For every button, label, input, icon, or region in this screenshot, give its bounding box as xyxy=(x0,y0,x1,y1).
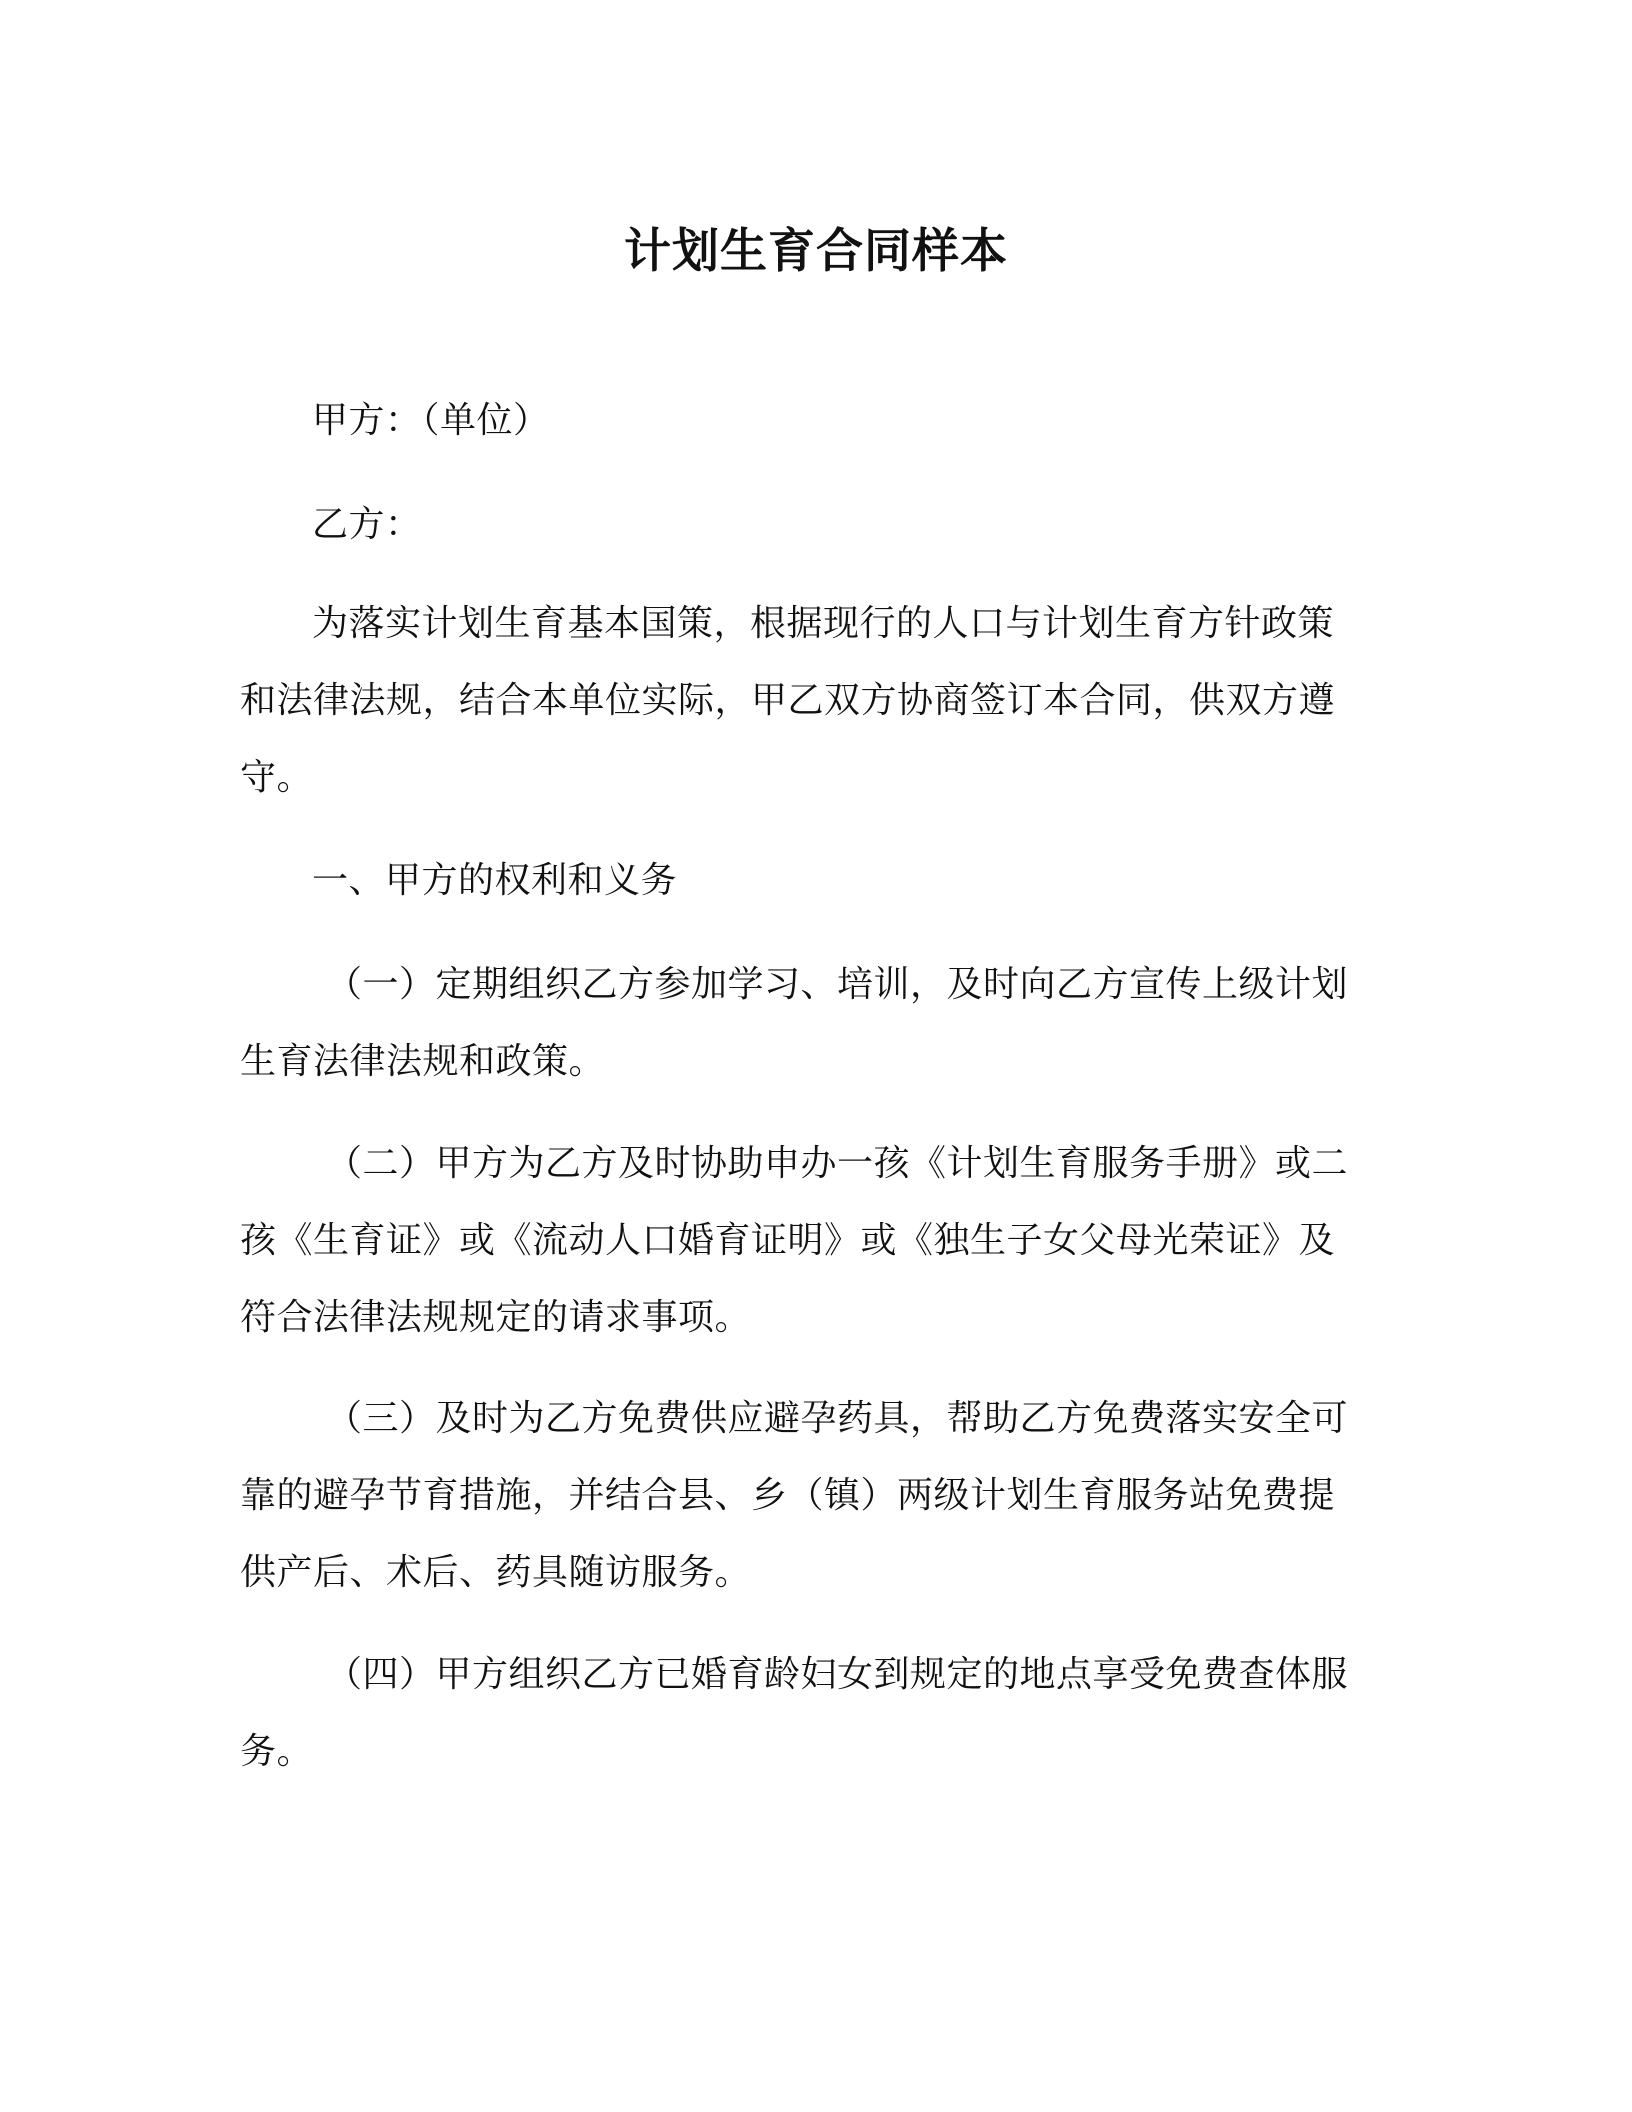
item-line: （一）定期组织乙方参加学习、培训，及时向乙方宣传上级计划 xyxy=(326,964,1349,1005)
intro-line: 守。 xyxy=(240,757,314,798)
item-line: （二）甲方为乙方及时协助申办一孩《计划生育服务手册》或二 xyxy=(326,1143,1349,1184)
item-line: 生育法律法规和政策。 xyxy=(240,1041,606,1082)
item-line: （四）甲方组织乙方已婚育龄妇女到规定的地点享受免费查体服 xyxy=(326,1654,1349,1695)
item-line: 供产后、术后、药具随访服务。 xyxy=(240,1552,752,1593)
intro-paragraph xyxy=(240,585,1360,816)
item-line: 符合法律法规规定的请求事项。 xyxy=(240,1297,752,1338)
document-title: 计划生育合同样本 xyxy=(624,224,1008,279)
item-paragraph-4 xyxy=(240,1636,1360,1790)
item-paragraph-3 xyxy=(240,1380,1360,1611)
section-heading: 一、甲方的权利和义务 xyxy=(312,860,678,901)
item-line: 务。 xyxy=(240,1731,314,1772)
item-line: （三）及时为乙方免费供应避孕药具，帮助乙方免费落实安全可 xyxy=(326,1398,1349,1439)
item-paragraph-1 xyxy=(240,946,1360,1100)
intro-line: 和法律法规，结合本单位实际，甲乙双方协商签订本合同，供双方遵 xyxy=(240,680,1336,721)
item-paragraph-2 xyxy=(240,1125,1360,1356)
item-line: 靠的避孕节育措施，并结合县、乡（镇）两级计划生育服务站免费提 xyxy=(240,1475,1336,1516)
party-a-line: 甲方：（单位） xyxy=(312,400,550,441)
intro-line: 为落实计划生育基本国策，根据现行的人口与计划生育方针政策 xyxy=(312,603,1335,644)
item-line: 孩《生育证》或《流动人口婚育证明》或《独生子女父母光荣证》及 xyxy=(240,1220,1336,1261)
party-b-line: 乙方： xyxy=(312,504,422,545)
